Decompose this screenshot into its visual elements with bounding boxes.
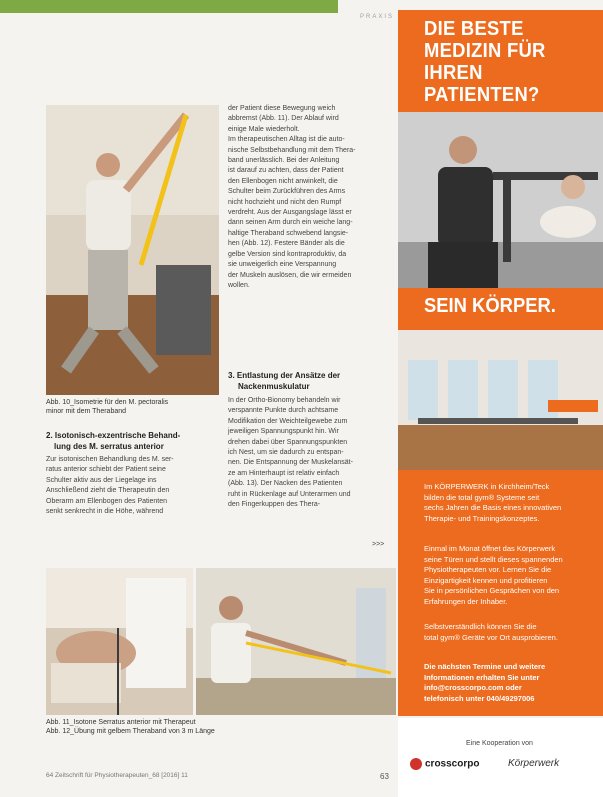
section-tag: PRAXIS bbox=[360, 14, 395, 20]
caption-abb10-line2: minor mit dem Theraband bbox=[46, 408, 127, 415]
photo-abb11 bbox=[46, 568, 193, 715]
column-left-bottom bbox=[46, 455, 218, 517]
body-text-line: drehen dabei über Spannungspunkten bbox=[228, 438, 348, 446]
body-text-line: der Muskeln auslösen, die wir ermeiden bbox=[228, 271, 352, 279]
photo-abb12-illustration bbox=[196, 568, 396, 715]
body-text-line: den Fingerkuppen des Thera- bbox=[228, 501, 321, 509]
ad-text-line: Die nächsten Termine und weitere bbox=[424, 662, 546, 671]
ad-text-line: Sie in persönlichen Gesprächen von den bbox=[424, 586, 560, 595]
continue-marker: >>> bbox=[372, 541, 385, 548]
ad-text-line: Erfahrungen der Inhaber. bbox=[424, 596, 508, 606]
photo-abb10-illustration bbox=[46, 105, 219, 395]
body-text-line: Schulter aktiv aus der Liegelage ins bbox=[46, 476, 157, 484]
caption-abb10-line1: Abb. 10_Isometrie für den M. pectoralis bbox=[46, 399, 169, 406]
body-text-line: ze am Hinterhaupt ist relativ einfach bbox=[228, 469, 340, 477]
ad-photo-gym-user bbox=[398, 112, 603, 288]
caption-abb12: Abb. 12_Übung mit gelbem Theraband von 3 m Länge bbox=[46, 728, 215, 735]
body-text-line: nische Selbstbehandlung mit dem Thera- bbox=[228, 146, 356, 154]
body-text-line: (Abb. 13). Der Nacken des Patienten bbox=[228, 480, 343, 488]
header-color-bar bbox=[0, 0, 338, 13]
body-text-line: sie unweigerlich eine Verspannung bbox=[228, 261, 337, 269]
ad-text-line: bilden die total gym® Systeme seit bbox=[424, 492, 540, 502]
body-text-line: hen (Abb. 12). Festere Bänder als die bbox=[228, 240, 345, 248]
body-text-line: einige Male wiederholt. bbox=[228, 125, 300, 133]
ad-text-line: Therapie- und Trainingskonzeptes. bbox=[424, 513, 540, 523]
ad-text-line: Physiotherapeuten vor. Lernen Sie die bbox=[424, 565, 552, 574]
ad-photo-gym-room bbox=[398, 330, 603, 470]
ad-headline bbox=[424, 18, 580, 106]
koerperwerk-logo: Körperwerk bbox=[508, 758, 560, 769]
ad-paragraph-3 bbox=[424, 622, 596, 643]
body-text-line: ruht in Rückenlage auf Unterarmen und bbox=[228, 490, 351, 498]
ad-text-line: info@crosscorpo.com oder bbox=[424, 683, 522, 692]
caption-abb11: Abb. 11_Isotone Serratus anterior mit Therapeut bbox=[46, 719, 196, 726]
body-text-line: Modifikation der Weichteilgewebe zum bbox=[228, 417, 348, 425]
body-text-line: In der Ortho-Bionomy behandeln wir bbox=[228, 397, 341, 404]
body-text-line: gelbe Version sind kontraproduktiv, da bbox=[228, 250, 347, 258]
heading-section-3 bbox=[228, 370, 393, 392]
body-text-line: nen. Die Entspannung der Muskelansät- bbox=[228, 459, 353, 467]
body-text-line: ratus anterior schiebt der Patient seine bbox=[46, 466, 166, 474]
body-text-line: abbremst (Abb. 11). Der Ablauf wird bbox=[228, 115, 339, 123]
body-text-line: ist darauf zu achten, dass der Patient bbox=[228, 167, 344, 175]
ad-paragraph-4 bbox=[424, 662, 596, 704]
caption-abb10 bbox=[46, 398, 168, 416]
photo-abb11-illustration bbox=[46, 568, 193, 715]
ad-text-line: seine Türen und stellt dieses spannenden bbox=[424, 554, 563, 564]
caption-abb11-12 bbox=[46, 718, 215, 736]
page-number: 63 bbox=[380, 772, 389, 781]
heading-section-3-line2: Nackenmuskulatur bbox=[238, 382, 310, 391]
body-text-line: nicht hochzieht und nicht den Rumpf bbox=[228, 198, 342, 206]
ad-text-line: Einmal im Monat öffnet das Körperwerk bbox=[424, 544, 556, 553]
body-text-line: verspannte Punkte durch achtsame bbox=[228, 407, 339, 415]
ad-headline-line: DIE BESTE bbox=[424, 18, 524, 40]
body-text-line: band unerlässlich. Bei der Anleitung bbox=[228, 157, 340, 165]
body-text-line: der Patient diese Bewegung weich bbox=[228, 105, 336, 112]
ad-text-line: total gym® Geräte vor Ort ausprobieren. bbox=[424, 632, 558, 642]
crosscorpo-logo-text: crosscorpo bbox=[425, 758, 480, 770]
ad-headline-line: MEDIZIN FÜR bbox=[424, 40, 546, 62]
ad-photo-gym-room-illustration bbox=[398, 330, 603, 470]
ad-paragraph-2 bbox=[424, 544, 596, 607]
heading-section-2-line2: lung des M. serratus anterior bbox=[54, 442, 164, 451]
body-text-line: Anschließend zieht die Therapeutin den bbox=[46, 487, 170, 495]
ad-text-line: sechs Jahren die Basis eines innovativen bbox=[424, 503, 562, 512]
body-text-line: wollen. bbox=[228, 281, 250, 289]
ad-text-line: Selbstverständlich können Sie die bbox=[424, 622, 537, 631]
body-text-line: Schulter beim Zurückführen des Arms bbox=[228, 188, 346, 196]
crosscorpo-logo bbox=[410, 758, 479, 770]
body-text-line: dann seinen Arm durch ein weiche lang- bbox=[228, 219, 353, 227]
ad-photo-gym-user-illustration bbox=[398, 112, 603, 288]
crosscorpo-logo-mark bbox=[410, 758, 422, 770]
ad-headline-line: IHREN bbox=[424, 62, 483, 84]
footer-journal: 64 Zeitschrift für Physiotherapeuten_68 [2016] 11 bbox=[46, 772, 188, 779]
body-text-line: ich Nest, um sie dadurch zu entspan- bbox=[228, 449, 344, 457]
body-text-line: senkt senkrecht in die Höhe, während bbox=[46, 508, 164, 516]
ad-text-line: Informationen erhalten Sie unter bbox=[424, 672, 540, 682]
ad-subheadline: SEIN KÖRPER. bbox=[424, 295, 556, 317]
heading-section-2 bbox=[46, 430, 216, 452]
photo-abb10 bbox=[46, 105, 219, 395]
body-text-line: jeweiligen Spannungspunkt hin. Wir bbox=[228, 428, 339, 436]
body-text-line: Oberarm am Ellenbogen des Patienten bbox=[46, 497, 168, 505]
photo-abb12 bbox=[196, 568, 396, 715]
ad-cooperation-label: Eine Kooperation von bbox=[466, 740, 533, 747]
column-right-bottom bbox=[228, 396, 388, 510]
ad-text-line: Einzigartigkeit kennen und profitieren bbox=[424, 575, 548, 585]
body-text-line: den Ellenbogen nicht anwinkelt, die bbox=[228, 177, 338, 185]
ad-headline-line: PATIENTEN? bbox=[424, 84, 540, 106]
heading-section-2-line1: 2. Isotonisch-exzentrische Behand- bbox=[46, 431, 181, 440]
column-right-top bbox=[228, 104, 388, 291]
body-text-line: haltige Theraband schwebend langsie- bbox=[228, 229, 349, 237]
body-text-line: Im therapeutischen Alltag ist die auto- bbox=[228, 136, 345, 144]
ad-text-line: Im KÖRPERWERK in Kirchheim/Teck bbox=[424, 482, 550, 491]
heading-section-3-line1: 3. Entlastung der Ansätze der bbox=[228, 371, 341, 380]
body-text-line: Zur isotonischen Behandlung des M. ser- bbox=[46, 456, 174, 463]
body-text-line: verdreht. Aus der Ausgangslage lässt er bbox=[228, 209, 352, 217]
ad-paragraph-1 bbox=[424, 482, 596, 524]
ad-text-line: telefonisch unter 040/49297006 bbox=[424, 693, 535, 703]
